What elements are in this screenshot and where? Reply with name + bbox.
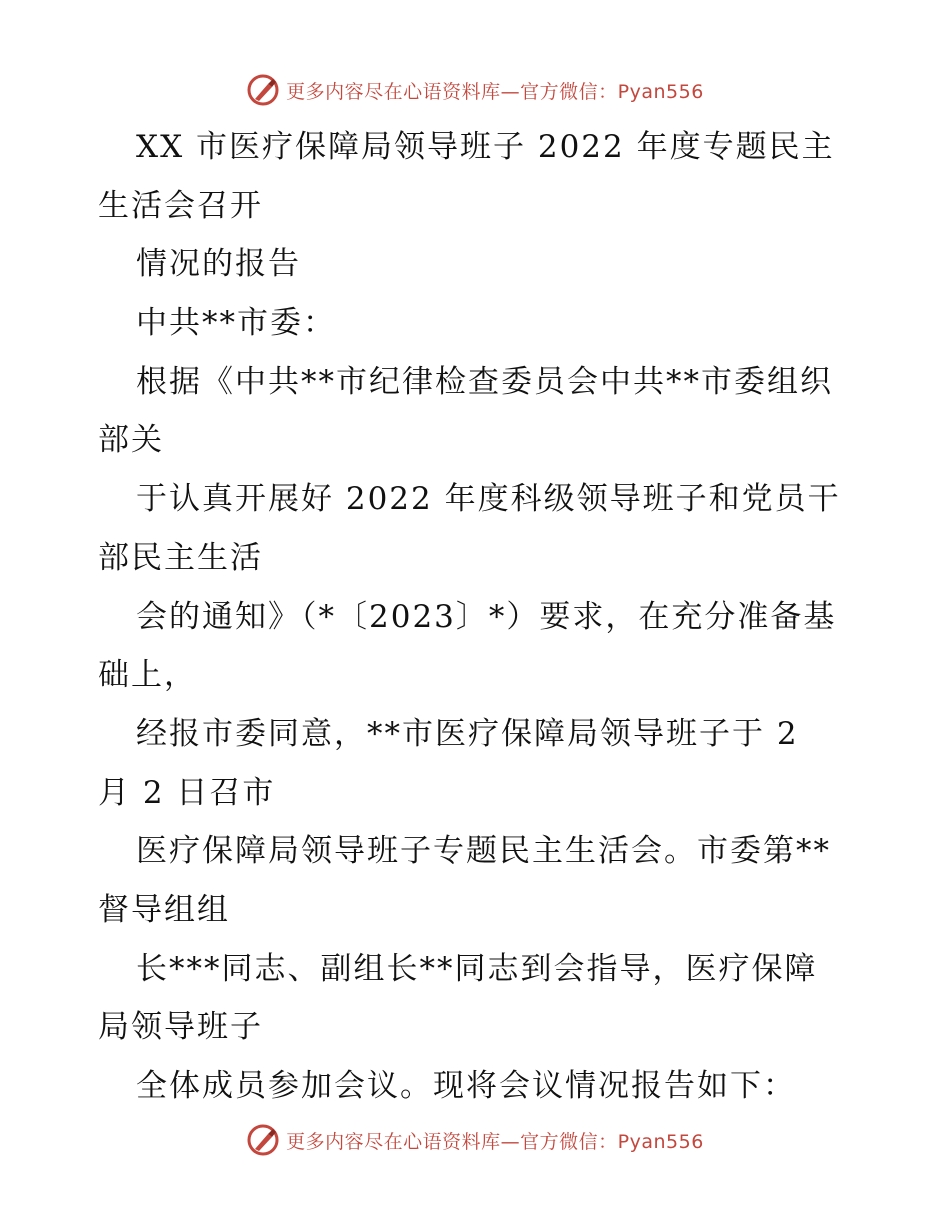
watermark-text: 更多内容尽在心语资料库—官方微信：Pyan556 <box>286 80 704 103</box>
doc-line: 月 2 日召市 <box>98 774 276 811</box>
doc-line: 经报市委同意，**市医疗保障局领导班子于 2 <box>136 715 799 752</box>
doc-line: 中共**市委： <box>136 305 336 342</box>
doc-line: 于认真开展好 2022 年度科级领导班子和党员干 <box>136 481 841 518</box>
header-watermark-banner <box>0 70 950 110</box>
doc-line: 根据《中共**市纪律检查委员会中共**市委组织 <box>136 363 833 400</box>
doc-line: 局领导班子 <box>98 1009 263 1046</box>
doc-line: 会的通知》（*〔2023〕*）要求，在充分准备基 <box>136 598 837 635</box>
doc-line: XX 市医疗保障局领导班子 2022 年度专题民主 <box>136 129 835 165</box>
pen-logo-icon <box>246 1123 280 1157</box>
doc-line: 部民主生活 <box>98 539 263 576</box>
doc-line: 督导组组 <box>98 891 230 928</box>
doc-line: 生活会召开 <box>98 187 263 224</box>
footer-watermark-banner <box>0 1120 950 1160</box>
doc-line: 医疗保障局领导班子专题民主生活会。市委第** <box>136 833 831 870</box>
doc-line: 全体成员参加会议。现将会议情况报告如下： <box>136 1068 796 1104</box>
doc-line: 部关 <box>98 422 164 459</box>
watermark-text: 更多内容尽在心语资料库—官方微信：Pyan556 <box>286 1130 704 1153</box>
doc-line: 础上， <box>98 657 197 694</box>
pen-logo-icon <box>246 73 280 107</box>
document-body <box>98 118 858 1116</box>
doc-line: 长***同志、副组长**同志到会指导，医疗保障 <box>136 950 818 987</box>
doc-line: 情况的报告 <box>136 246 301 283</box>
